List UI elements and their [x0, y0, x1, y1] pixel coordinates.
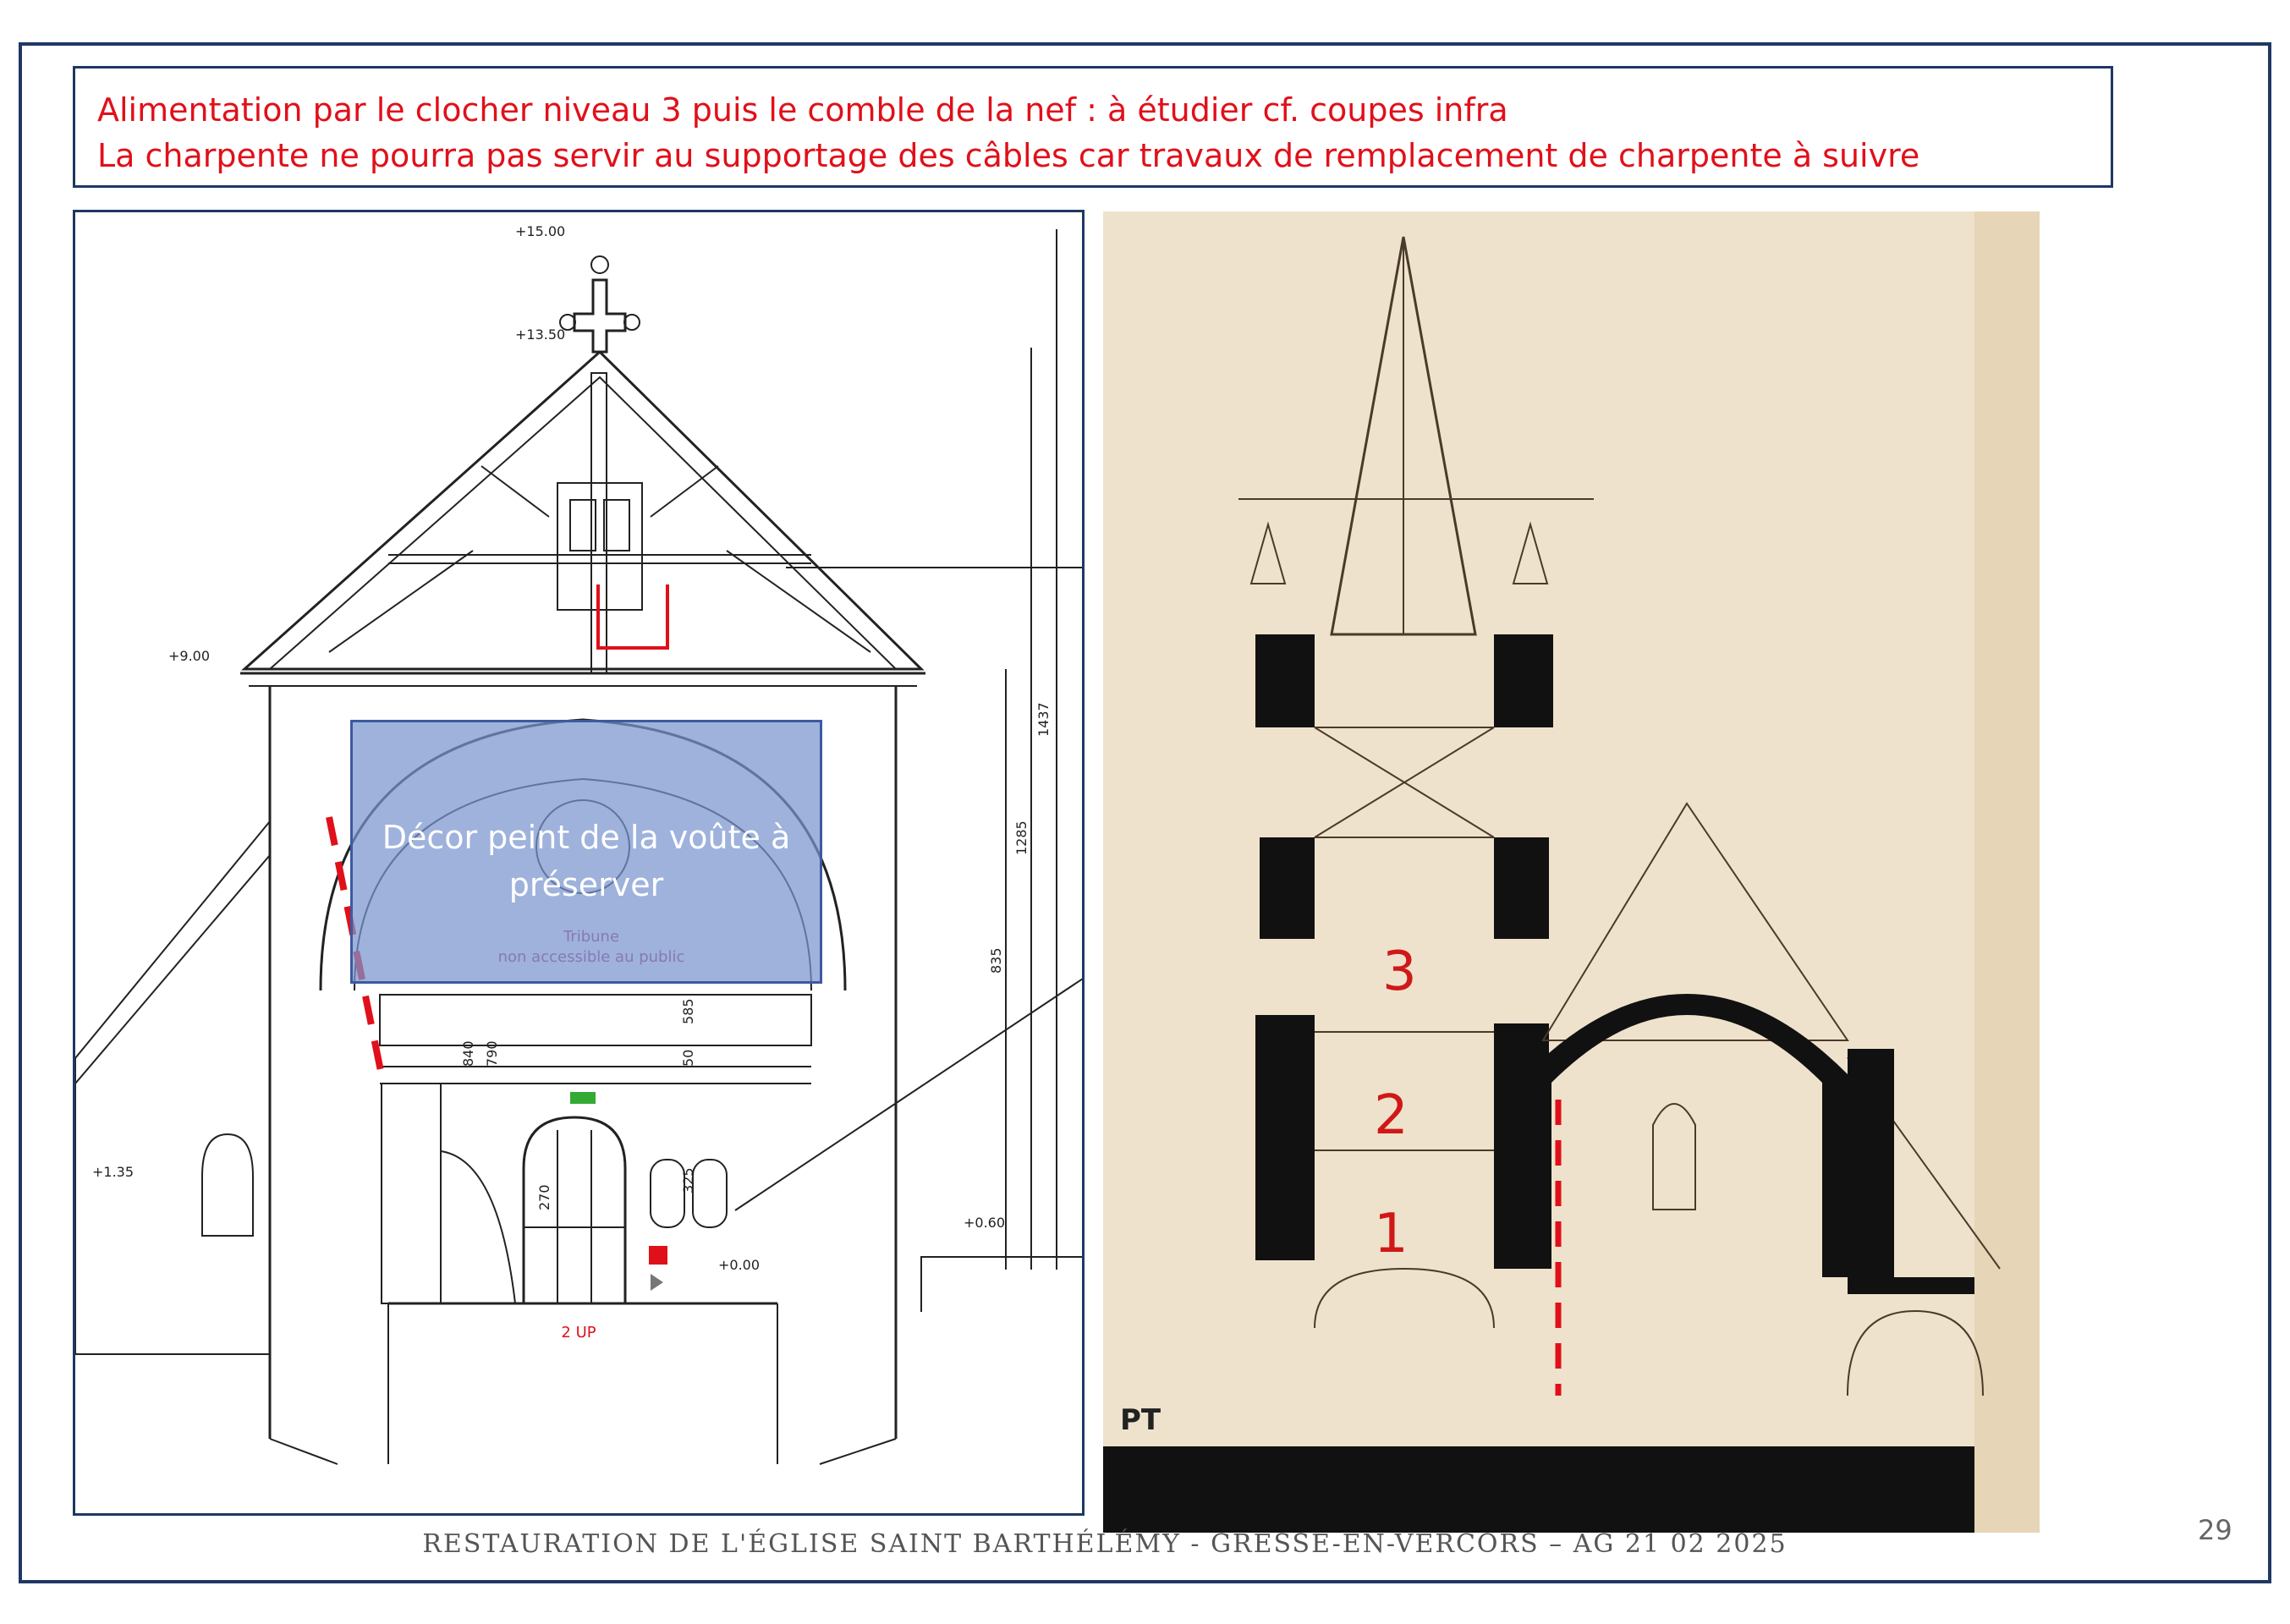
base-right [820, 1439, 896, 1464]
level-label-2: 2 [1374, 1084, 1409, 1147]
strut-right [727, 551, 870, 652]
corner-mark: PT [1120, 1403, 1161, 1437]
dim-label-1285: 1285 [1013, 820, 1030, 855]
dim-label-1437: 1437 [1035, 702, 1052, 737]
dim-label-270: 270 [536, 1184, 552, 1210]
left-small-window [202, 1134, 253, 1236]
dim-label-835: 835 [988, 947, 1004, 974]
footer-text: RESTAURATION DE L'ÉGLISE SAINT BARTHÉLÉMY - GRESSE-EN-VERCORS – AG 21 02 2025 [422, 1529, 1788, 1559]
level-label-3: 3 [1382, 941, 1417, 1003]
left-side-wall [75, 1058, 270, 1354]
right-ground-line [921, 1257, 1085, 1312]
up-label: 2 UP [561, 1324, 596, 1341]
historical-drawing-right [1103, 211, 2040, 1533]
elev-label-060: +0.60 [964, 1215, 1006, 1231]
parchment-edge [1974, 211, 2040, 1533]
main-roof [244, 352, 921, 669]
arrow-marker [651, 1274, 663, 1291]
balustrade [380, 995, 811, 1045]
tower-wall-left-low [1255, 1015, 1315, 1260]
dim-label-50: 50 [680, 1049, 696, 1067]
elev-label-1500: +15.00 [515, 223, 566, 239]
plaque-left [651, 1160, 684, 1227]
leader-line-bottom [735, 974, 1085, 1210]
stair [382, 1084, 441, 1303]
callout-box [73, 66, 2113, 188]
left-side-roof-line [75, 821, 270, 1058]
tower-belfry-right [1494, 634, 1553, 727]
callout-line-1: Alimentation par le clocher niveau 3 puis le comble de la nef : à étudier cf. coupes infra [97, 91, 1508, 129]
plaque-right [693, 1160, 727, 1227]
main-roof-inner [270, 377, 896, 669]
elev-label-1350: +13.50 [515, 326, 566, 343]
dim-label-790: 790 [484, 1040, 500, 1067]
strut-left [329, 551, 473, 652]
left-side-roof-line-2 [75, 855, 270, 1084]
painted-vault-text: Décor peint de la voûte à préserver [382, 819, 791, 903]
stair-handrail [441, 1151, 515, 1303]
ground-base [1103, 1446, 1974, 1533]
base-left [270, 1439, 338, 1464]
tower-wall-right-mid [1494, 837, 1549, 939]
side-roof-beam [1848, 1277, 1974, 1294]
cross-top [591, 256, 608, 273]
tower-wall-left-mid [1260, 837, 1315, 939]
exit-sign [570, 1092, 596, 1104]
roof-braces [481, 466, 718, 517]
tower-belfry-left [1255, 634, 1315, 727]
historical-drawing-svg [1103, 211, 2040, 1533]
elev-label-135: +1.35 [92, 1164, 135, 1180]
page-number: 29 [2198, 1514, 2232, 1546]
cross [574, 280, 625, 352]
dim-label-325: 325 [680, 1167, 696, 1193]
electrical-box [649, 1246, 667, 1265]
painted-vault-overlay [350, 720, 822, 984]
nave-wall-right [1848, 1049, 1894, 1277]
elev-label-900: +9.00 [168, 648, 211, 664]
level-label-1: 1 [1374, 1203, 1409, 1265]
callout-line-2: La charpente ne pourra pas servir au supportage des câbles car travaux de remplacement de charpente à suivre [97, 137, 1920, 174]
dim-label-585: 585 [680, 998, 696, 1024]
power-line-bell [598, 584, 667, 648]
cross-right [624, 315, 640, 330]
parchment-bg [1103, 211, 2040, 1533]
dim-label-840: 840 [460, 1040, 476, 1067]
elev-label-000: +0.00 [718, 1257, 761, 1273]
bell-opening-right [604, 500, 629, 551]
section-drawing-left [73, 210, 1085, 1516]
